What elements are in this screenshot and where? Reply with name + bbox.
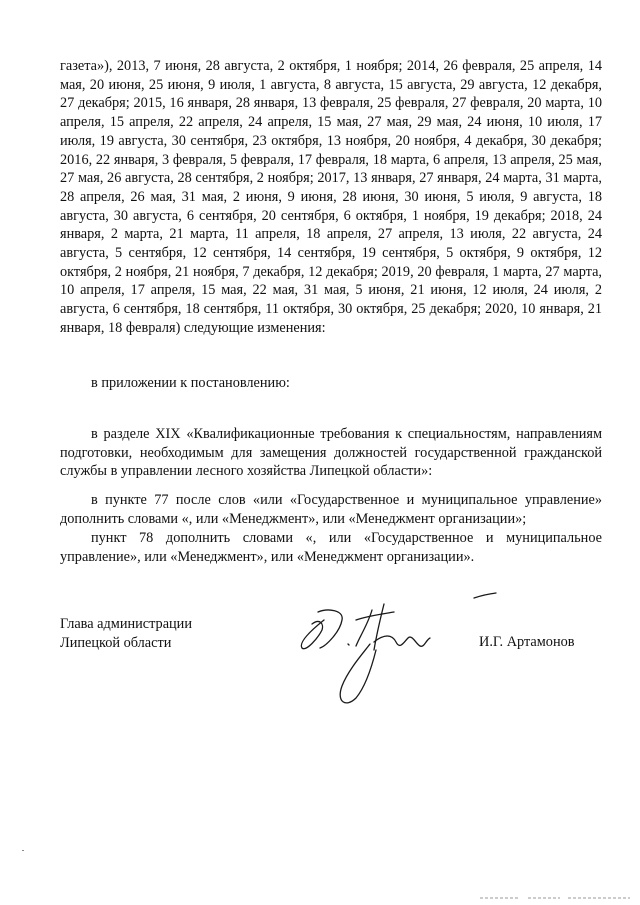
- paragraph-item-77: в пункте 77 после слов «или «Государственное и муниципальное управление» дополнить словами «, или «Менеджмент», или «Менеджмент организации»;: [60, 492, 602, 527]
- signatory-title-line1: Глава администрации: [60, 616, 192, 632]
- paragraph-item-78: пункт 78 дополнить словами «, или «Государственное и муниципальное управление», или «Менеджмент», или «Менеджмент организации».: [60, 530, 602, 565]
- signatory-title-line2: Липецкой области: [60, 634, 172, 651]
- paragraph-appendix: в приложении к постановлению:: [91, 375, 290, 391]
- signatory-name: И.Г. Артамонов: [479, 634, 575, 650]
- scan-speck: [22, 850, 24, 851]
- paragraph-section-xix: в разделе XIX «Квалификационные требования к специальностям, направлениям подготовки, необходимым для замещения должностей государственной гражданской службы в управлении лесного хозяйства Липецкой области»:: [60, 426, 602, 480]
- paragraph-amendment-dates: газета»), 2013, 7 июня, 28 августа, 2 октября, 1 ноября; 2014, 26 февраля, 25 апреля, 14 мая, 20 июня, 25 июня, 9 июля, 1 августа, 8 августа, 15 августа, 29 августа, 12 декабря, 27 декабря; 2015, 16 января, 28 января, 13 февраля, 25 февраля, 27 февраля, 20 марта, 10 апреля, 15 апреля, 22 апреля, 24 апреля, 15 мая, 27 мая, 29 мая, 24 июня, 10 июля, 17 июля, 19 августа, 30 сентября, 23 октября, 13 ноября, 20 ноября, 4 декабря, 30 декабря; 2016, 22 января, 3 февраля, 5 февраля, 17 февраля, 18 марта, 6 апреля, 13 апреля, 25 мая, 27 мая, 26 августа, 28 сентября, 2 ноября; 2017, 13 января, 27 января, 24 марта, 31 марта, 28 апреля, 26 мая, 31 мая, 2 июня, 9 июня, 28 июня, 30 июня, 5 июля, 9 августа, 18 августа, 30 августа, 6 сентября, 20 сентября, 6 октября, 1 ноября, 19 декабря; 2018, 24 января, 2 марта, 21 марта, 11 апреля, 18 апреля, 27 апреля, 13 июля, 22 августа, 24 августа, 5 сентября, 12 сентября, 14 сентября, 19 сентября, 5 октября, 9 октября, 12 октября, 2 ноября, 21 ноября, 7 декабря, 12 декабря; 2019, 20 февраля, 1 марта, 27 марта, 10 апреля, 17 апреля, 15 мая, 22 мая, 31 мая, 5 июня, 21 июня, 12 июля, 24 июля, 2 августа, 6 сентября, 18 сентября, 11 октября, 30 октября, 25 декабря; 2020, 10 января, 21 января, 18 февраля) следующие изменения:: [60, 58, 602, 336]
- signatory-title: [60, 615, 192, 652]
- page-edge-mark: [480, 896, 630, 900]
